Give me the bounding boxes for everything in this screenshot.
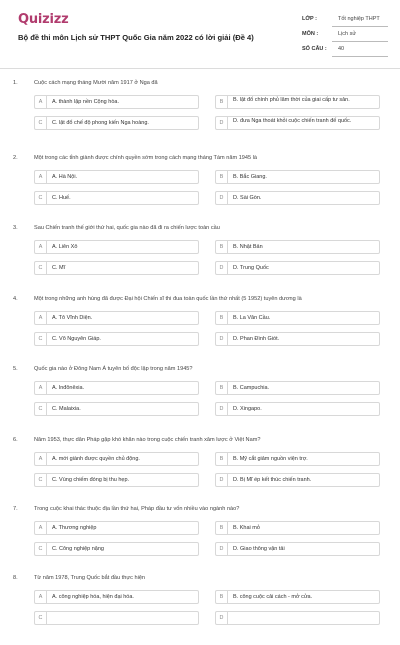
option-letter: D xyxy=(216,474,228,487)
option-letter: C xyxy=(35,333,47,346)
question-2 xyxy=(0,155,400,225)
option-letter: C xyxy=(35,262,47,275)
option-text: D. Xingapo. xyxy=(233,406,262,412)
option-text: C. Vùng chiếm đóng bị thu hẹp. xyxy=(52,477,130,483)
document-title: Bộ đề thi môn Lịch sử THPT Quốc Gia năm 2022 có lời giải (Đề 4) xyxy=(18,33,254,42)
option-text: C. lật đổ chế độ phong kiến Nga hoàng. xyxy=(52,120,149,126)
page-header xyxy=(0,0,400,68)
option-letter: D xyxy=(216,262,228,275)
option-text: A. mới giành được quyền chủ động. xyxy=(52,456,140,462)
option-letter: A xyxy=(35,591,47,604)
answer-option-b[interactable] xyxy=(215,95,380,109)
answer-option-d[interactable] xyxy=(215,402,380,416)
question-text: Sau Chiến tranh thế giới thứ hai, quốc gia nào đã đi ra chiến lược toàn cầu xyxy=(34,225,220,231)
option-letter: A xyxy=(35,312,47,325)
option-text: D. Sài Gòn. xyxy=(233,195,262,201)
option-letter: D xyxy=(216,333,228,346)
option-text: D. đưa Nga thoát khỏi cuộc chiến tranh đế quốc. xyxy=(233,118,352,124)
option-letter: B xyxy=(216,171,228,184)
answer-option-a[interactable] xyxy=(34,452,199,466)
option-text: C. Huế. xyxy=(52,195,71,201)
answer-option-a[interactable] xyxy=(34,381,199,395)
option-letter: C xyxy=(35,403,47,416)
question-8 xyxy=(0,575,400,645)
option-letter: D xyxy=(216,403,228,416)
question-text: Một trong những anh hùng đã được Đại hội Chiến sĩ thi đua toàn quốc lần thứ nhất (5 1952) tuyên dương là xyxy=(34,296,302,302)
answer-option-d[interactable] xyxy=(215,542,380,556)
option-text: A. Hà Nội. xyxy=(52,174,78,180)
meta-count-value: 40 xyxy=(338,46,345,52)
option-letter: B xyxy=(216,96,228,109)
option-letter: C xyxy=(35,192,47,205)
question-number: 1. xyxy=(13,80,18,86)
answer-option-c[interactable] xyxy=(34,332,199,346)
question-text: Trong cuộc khai thác thuộc địa lần thứ hai, Pháp đầu tư vốn nhiều vào ngành nào? xyxy=(34,506,240,512)
option-text: D. Phan Đình Giót. xyxy=(233,336,280,342)
answer-option-b[interactable] xyxy=(215,381,380,395)
option-letter: D xyxy=(216,117,228,130)
question-text: Một trong các tỉnh giành được chính quyền sớm trong cách mạng tháng Tám năm 1945 là xyxy=(34,155,258,161)
question-number: 3. xyxy=(13,225,18,231)
question-6 xyxy=(0,437,400,507)
option-text: A. Inđônêxia. xyxy=(52,385,85,391)
question-7 xyxy=(0,506,400,576)
answer-option-d[interactable] xyxy=(215,191,380,205)
option-letter: D xyxy=(216,543,228,556)
header-divider xyxy=(0,68,400,69)
option-text: C. Công nghiệp nặng xyxy=(52,546,104,552)
option-text: D. Bị Mĩ ép kết thúc chiến tranh. xyxy=(233,477,312,483)
question-number: 7. xyxy=(13,506,18,512)
question-text: Năm 1953, thực dân Pháp gặp khó khăn nào trong cuộc chiến tranh xâm lược ở Việt Nam? xyxy=(34,437,261,443)
option-letter: B xyxy=(216,591,228,604)
answer-option-a[interactable] xyxy=(34,170,199,184)
answer-option-b[interactable] xyxy=(215,311,380,325)
answer-option-c[interactable] xyxy=(34,542,199,556)
option-text: B. Bắc Giang. xyxy=(233,174,267,180)
answer-option-a[interactable] xyxy=(34,240,199,254)
option-letter: B xyxy=(216,382,228,395)
meta-count-underline xyxy=(332,56,388,57)
meta-grade-value: Tốt nghiệp THPT xyxy=(338,16,380,22)
answer-option-d[interactable] xyxy=(215,611,380,625)
option-text: B. công cuộc cải cách - mở cửa. xyxy=(233,594,313,600)
answer-option-c[interactable] xyxy=(34,191,199,205)
question-number: 2. xyxy=(13,155,18,161)
option-letter: B xyxy=(216,522,228,535)
option-text: B. lật đổ chính phủ lâm thời của giai cấp tư sản. xyxy=(233,97,350,103)
answer-option-b[interactable] xyxy=(215,240,380,254)
option-text: D. Trung Quốc xyxy=(233,265,269,271)
question-number: 4. xyxy=(13,296,18,302)
option-text: A. Thương nghiệp xyxy=(52,525,97,531)
option-letter: A xyxy=(35,96,47,109)
option-letter: C xyxy=(35,543,47,556)
option-text: D. Giao thông vận tải xyxy=(233,546,285,552)
meta-subject xyxy=(302,29,388,43)
option-text: B. Khai mỏ xyxy=(233,525,260,531)
meta-subject-label: MÔN : xyxy=(302,31,319,37)
option-letter: A xyxy=(35,453,47,466)
option-text: A. thành lập nền Cộng hòa. xyxy=(52,99,119,105)
option-letter: A xyxy=(35,171,47,184)
option-letter: D xyxy=(216,192,228,205)
option-text: B. Nhật Bản xyxy=(233,244,263,250)
option-text: C. Malaixia. xyxy=(52,406,81,412)
question-text: Cuộc cách mạng tháng Mười năm 1917 ở Nga đã xyxy=(34,80,158,86)
answer-option-a[interactable] xyxy=(34,311,199,325)
question-number: 8. xyxy=(13,575,18,581)
question-number: 6. xyxy=(13,437,18,443)
answer-option-b[interactable] xyxy=(215,590,380,604)
meta-grade-underline xyxy=(332,26,388,27)
option-letter: C xyxy=(35,474,47,487)
answer-option-d[interactable] xyxy=(215,332,380,346)
answer-option-b[interactable] xyxy=(215,521,380,535)
meta-grade-label: LỚP : xyxy=(302,16,317,22)
option-letter: A xyxy=(35,241,47,254)
meta-count-label: SỐ CÂU : xyxy=(302,46,327,52)
meta-grade xyxy=(302,14,388,28)
answer-option-c[interactable] xyxy=(34,116,199,130)
question-text: Quốc gia nào ở Đông Nam Á tuyên bố độc lập trong năm 1945? xyxy=(34,366,193,372)
meta-count xyxy=(302,44,388,58)
option-text: C. Mĩ xyxy=(52,265,66,271)
option-text: B. Mỹ cắt giảm nguồn viện trợ. xyxy=(233,456,308,462)
answer-option-c[interactable] xyxy=(34,402,199,416)
question-3 xyxy=(0,225,400,295)
answer-option-b[interactable] xyxy=(215,452,380,466)
option-letter: A xyxy=(35,382,47,395)
question-5 xyxy=(0,366,400,436)
option-text: A. Tô Vĩnh Diện. xyxy=(52,315,93,321)
option-letter: A xyxy=(35,522,47,535)
answer-option-c[interactable] xyxy=(34,261,199,275)
meta-subject-value: Lịch sử xyxy=(338,31,357,37)
option-text: B. La Văn Cầu. xyxy=(233,315,271,321)
answer-option-d[interactable] xyxy=(215,473,380,487)
option-text: B. Campuchia. xyxy=(233,385,270,391)
question-4 xyxy=(0,296,400,366)
option-text: A. Liên Xô xyxy=(52,244,78,250)
question-1 xyxy=(0,80,400,150)
answer-option-c[interactable] xyxy=(34,611,199,625)
option-letter: C xyxy=(35,612,47,625)
option-letter: B xyxy=(216,241,228,254)
answer-option-a[interactable] xyxy=(34,590,199,604)
answer-option-d[interactable] xyxy=(215,116,380,130)
option-text: C. Võ Nguyên Giáp. xyxy=(52,336,101,342)
option-letter: B xyxy=(216,312,228,325)
answer-option-d[interactable] xyxy=(215,261,380,275)
answer-option-a[interactable] xyxy=(34,521,199,535)
meta-subject-underline xyxy=(332,41,388,42)
option-letter: B xyxy=(216,453,228,466)
answer-option-a[interactable] xyxy=(34,95,199,109)
question-number: 5. xyxy=(13,366,18,372)
question-text: Từ năm 1978, Trung Quốc bắt đầu thực hiện xyxy=(34,575,146,581)
option-letter: C xyxy=(35,117,47,130)
option-text: A. công nghiệp hóa, hiện đại hóa. xyxy=(52,594,134,600)
answer-option-b[interactable] xyxy=(215,170,380,184)
quizizz-logo: Quizizz xyxy=(18,12,69,27)
option-letter: D xyxy=(216,612,228,625)
answer-option-c[interactable] xyxy=(34,473,199,487)
